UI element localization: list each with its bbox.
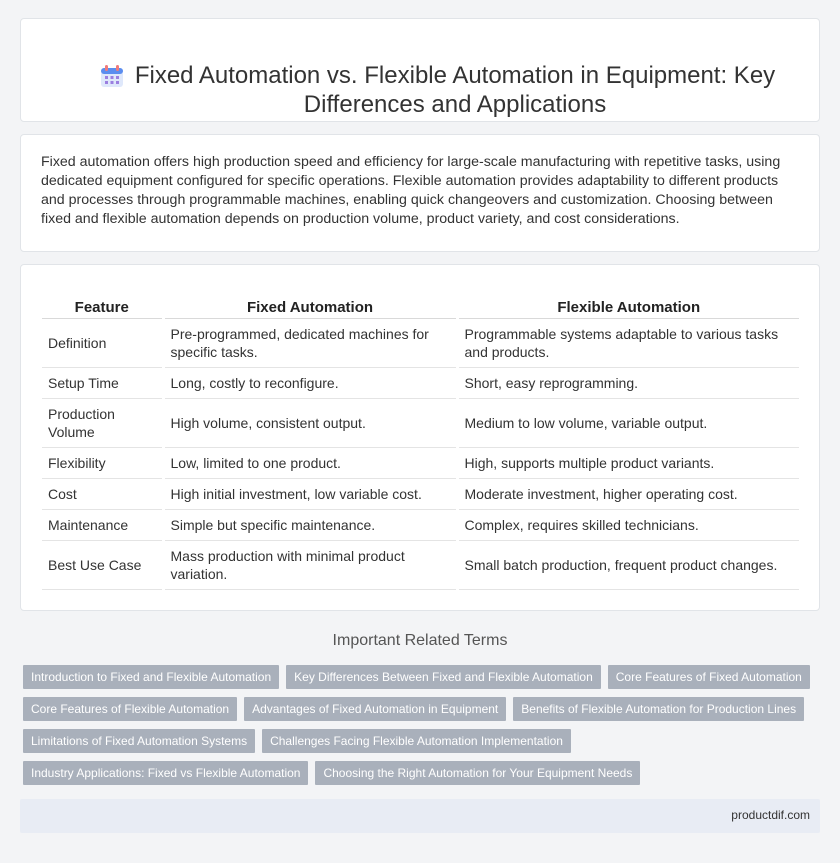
flexible-cell: Small batch production, frequent product changes. xyxy=(457,540,799,589)
table-row xyxy=(42,478,799,509)
table-row xyxy=(42,367,799,398)
title-card xyxy=(20,18,820,122)
footer xyxy=(20,799,820,833)
fixed-cell: Pre-programmed, dedicated machines for specific tasks. xyxy=(163,318,457,367)
table-row xyxy=(42,447,799,478)
footer-site-link[interactable]: productdif.com xyxy=(731,808,810,822)
feature-cell: Cost xyxy=(42,478,163,509)
comparison-table-card xyxy=(20,264,820,611)
fixed-cell: Long, costly to reconfigure. xyxy=(163,367,457,398)
intro-paragraph: Fixed automation offers high production speed and efficiency for large-scale manufacturing with repetitive tasks, using dedicated equipment configured for specific operations. Flexible automation provides adaptability to different products and processes through programmable machines, enabling quick changeovers and customization. Choosing between fixed and flexible automation depends on production volume, product variety, and cost considerations. xyxy=(41,154,781,227)
feature-cell: Flexibility xyxy=(42,447,163,478)
flexible-cell: Moderate investment, higher operating cost. xyxy=(457,478,799,509)
related-term-link[interactable]: Benefits of Flexible Automation for Production Lines xyxy=(513,697,804,721)
header-fixed-automation: Fixed Automation xyxy=(163,296,457,318)
header-flexible-automation: Flexible Automation xyxy=(457,296,799,318)
intro-card xyxy=(20,134,820,252)
related-terms-title: Important Related Terms xyxy=(332,632,508,649)
feature-cell: Definition xyxy=(42,318,163,367)
table-row xyxy=(42,509,799,540)
flexible-cell: Programmable systems adaptable to various tasks and products. xyxy=(457,318,799,367)
flexible-cell: High, supports multiple product variants. xyxy=(457,447,799,478)
table-header-row xyxy=(42,296,799,318)
related-term-link[interactable]: Limitations of Fixed Automation Systems xyxy=(23,729,255,753)
related-terms-list xyxy=(23,665,823,793)
related-term-link[interactable]: Key Differences Between Fixed and Flexible Automation xyxy=(286,665,601,689)
related-term-link[interactable]: Challenges Facing Flexible Automation Implementation xyxy=(262,729,571,753)
fixed-cell: Low, limited to one product. xyxy=(163,447,457,478)
feature-cell: Production Volume xyxy=(42,398,163,447)
related-term-link[interactable]: Industry Applications: Fixed vs Flexible Automation xyxy=(23,761,308,785)
related-term-link[interactable]: Core Features of Fixed Automation xyxy=(608,665,810,689)
tag-row xyxy=(23,729,823,753)
related-term-link[interactable]: Choosing the Right Automation for Your Equipment Needs xyxy=(315,761,640,785)
comparison-table xyxy=(42,296,799,590)
feature-cell: Maintenance xyxy=(42,509,163,540)
fixed-cell: High volume, consistent output. xyxy=(163,398,457,447)
tag-row xyxy=(23,697,823,721)
table-row xyxy=(42,318,799,367)
flexible-cell: Medium to low volume, variable output. xyxy=(457,398,799,447)
table-row xyxy=(42,398,799,447)
tag-row xyxy=(23,761,823,785)
fixed-cell: Mass production with minimal product variation. xyxy=(163,540,457,589)
table-row xyxy=(42,540,799,589)
fixed-cell: High initial investment, low variable cost. xyxy=(163,478,457,509)
flexible-cell: Short, easy reprogramming. xyxy=(457,367,799,398)
header-feature: Feature xyxy=(42,296,163,318)
page-title: Fixed Automation vs. Flexible Automation in Equipment: Key Differences and Applications xyxy=(134,62,776,118)
feature-cell: Best Use Case xyxy=(42,540,163,589)
related-term-link[interactable]: Core Features of Flexible Automation xyxy=(23,697,237,721)
fixed-cell: Simple but specific maintenance. xyxy=(163,509,457,540)
tag-row xyxy=(23,665,823,689)
related-term-link[interactable]: Introduction to Fixed and Flexible Automation xyxy=(23,665,279,689)
flexible-cell: Complex, requires skilled technicians. xyxy=(457,509,799,540)
feature-cell: Setup Time xyxy=(42,367,163,398)
related-term-link[interactable]: Advantages of Fixed Automation in Equipment xyxy=(244,697,506,721)
